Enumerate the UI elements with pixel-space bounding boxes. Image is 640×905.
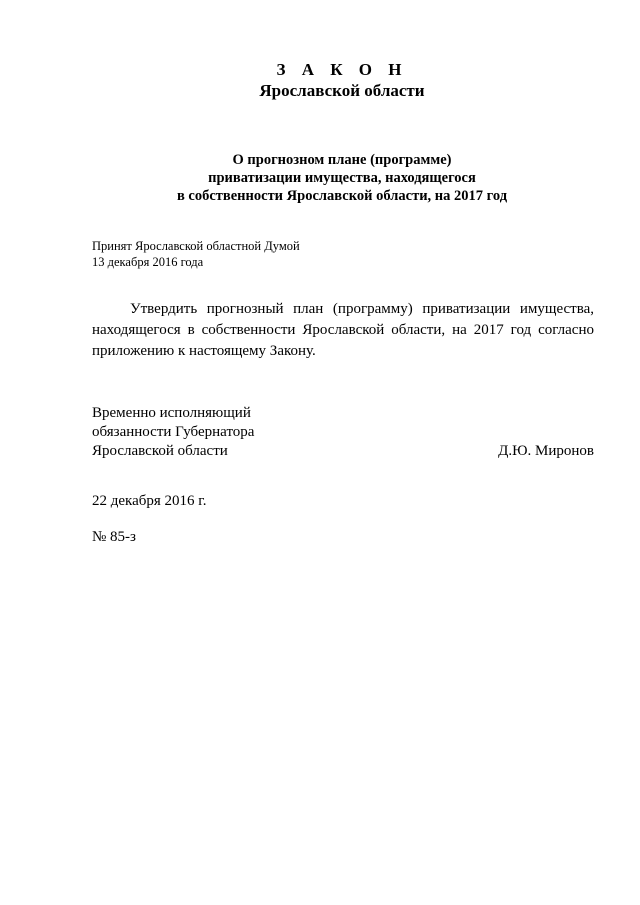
law-title-line: О прогнозном плане (программе) bbox=[232, 152, 452, 168]
law-heading: З А К О Н bbox=[276, 60, 408, 79]
signatory-title bbox=[92, 404, 254, 461]
law-body-paragraph bbox=[92, 299, 594, 362]
body-line: Утвердить прогнозный план (программу) приватизации имущества, bbox=[130, 301, 594, 317]
law-number: № 85-з bbox=[92, 529, 136, 545]
adoption-body: Принят Ярославской областной Думой bbox=[92, 239, 300, 253]
body-line: приложению к настоящему Закону. bbox=[92, 343, 316, 359]
adoption-date: 13 декабря 2016 года bbox=[92, 255, 204, 269]
signing-date: 22 декабря 2016 г. bbox=[92, 493, 207, 509]
law-region-heading: Ярославской области bbox=[259, 81, 425, 100]
signatory-title-line: обязанности Губернатора bbox=[92, 424, 255, 440]
signatory-title-line: Временно исполняющий bbox=[92, 405, 251, 421]
law-title-line: в собственности Ярославской области, на 2017 год bbox=[176, 188, 508, 204]
law-title-line: приватизации имущества, находящегося bbox=[208, 170, 476, 186]
adoption-info bbox=[92, 238, 300, 270]
body-line: находящегося в собственности Ярославской области, на 2017 год согласно bbox=[92, 322, 594, 338]
signatory-name: Д.Ю. Миронов bbox=[498, 443, 594, 459]
law-title bbox=[0, 151, 640, 205]
signatory-title-line: Ярославской области bbox=[92, 443, 228, 459]
